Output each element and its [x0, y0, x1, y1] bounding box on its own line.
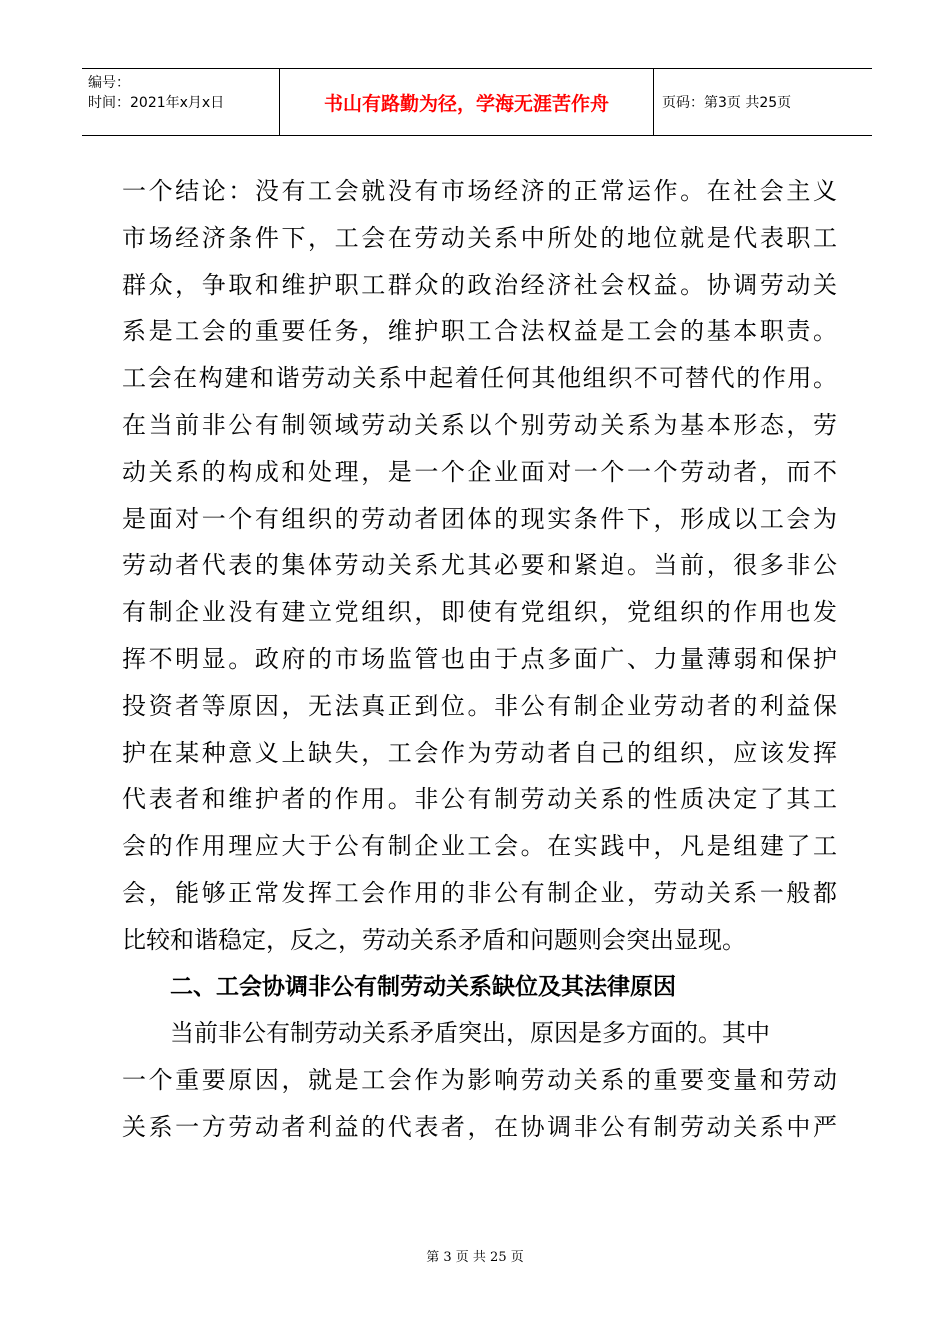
body-line: 市场经济条件下，工会在劳动关系中所处的地位就是代表职工: [122, 223, 837, 252]
header-motto: 书山有路勤为径，学海无涯苦作舟: [280, 69, 654, 135]
section-heading: 二、工会协调非公有制劳动关系缺位及其法律原因: [170, 973, 676, 1000]
header-meta: [82, 69, 280, 135]
body-line: 系是工会的重要任务，维护职工合法权益是工会的基本职责。: [122, 317, 837, 346]
document-time-label: 时间：2021年x月x日: [88, 95, 225, 111]
body-line: 有制企业没有建立党组织，即使有党组织，党组织的作用也发: [122, 598, 837, 627]
body-line: 当前非公有制劳动关系矛盾突出，原因是多方面的。其中: [170, 1019, 770, 1048]
body-line: 在当前非公有制领域劳动关系以个别劳动关系为基本形态，劳: [122, 410, 837, 439]
body-line: 比较和谐稳定，反之，劳动关系矛盾和问题则会突出显现。: [122, 925, 746, 954]
body-line: 是面对一个有组织的劳动者团体的现实条件下，形成以工会为: [122, 504, 837, 533]
body-line: 一个重要原因，就是工会作为影响劳动关系的重要变量和劳动: [122, 1066, 837, 1095]
body-line: 关系一方劳动者利益的代表者，在协调非公有制劳动关系中严: [122, 1112, 837, 1141]
page-footer: 第 3 页 共 25 页: [426, 1250, 524, 1265]
header-page-info: 页码：第3页 共25页: [662, 95, 792, 111]
body-line: 动关系的构成和处理，是一个企业面对一个一个劳动者，而不: [122, 457, 837, 486]
body-line: 工会在构建和谐劳动关系中起着任何其他组织不可替代的作用。: [122, 364, 837, 393]
document-body: [122, 168, 837, 1151]
page-header: [82, 68, 872, 136]
body-line: 劳动者代表的集体劳动关系尤其必要和紧迫。当前，很多非公: [122, 551, 837, 580]
body-line: 代表者和维护者的作用。非公有制劳动关系的性质决定了其工: [122, 785, 837, 814]
body-line: 护在某种意义上缺失，工会作为劳动者自己的组织，应该发挥: [122, 738, 837, 767]
body-line: 会，能够正常发挥工会作用的非公有制企业，劳动关系一般都: [122, 878, 837, 907]
body-line: 会的作用理应大于公有制企业工会。在实践中，凡是组建了工: [122, 832, 837, 861]
document-number-label: 编号：: [88, 75, 130, 91]
body-line: 群众，争取和维护职工群众的政治经济社会权益。协调劳动关: [122, 270, 837, 299]
body-line: 挥不明显。政府的市场监管也由于点多面广、力量薄弱和保护: [122, 644, 837, 673]
body-line: 投资者等原因，无法真正到位。非公有制企业劳动者的利益保: [122, 691, 837, 720]
body-line: 一个结论：没有工会就没有市场经济的正常运作。在社会主义: [122, 177, 837, 205]
